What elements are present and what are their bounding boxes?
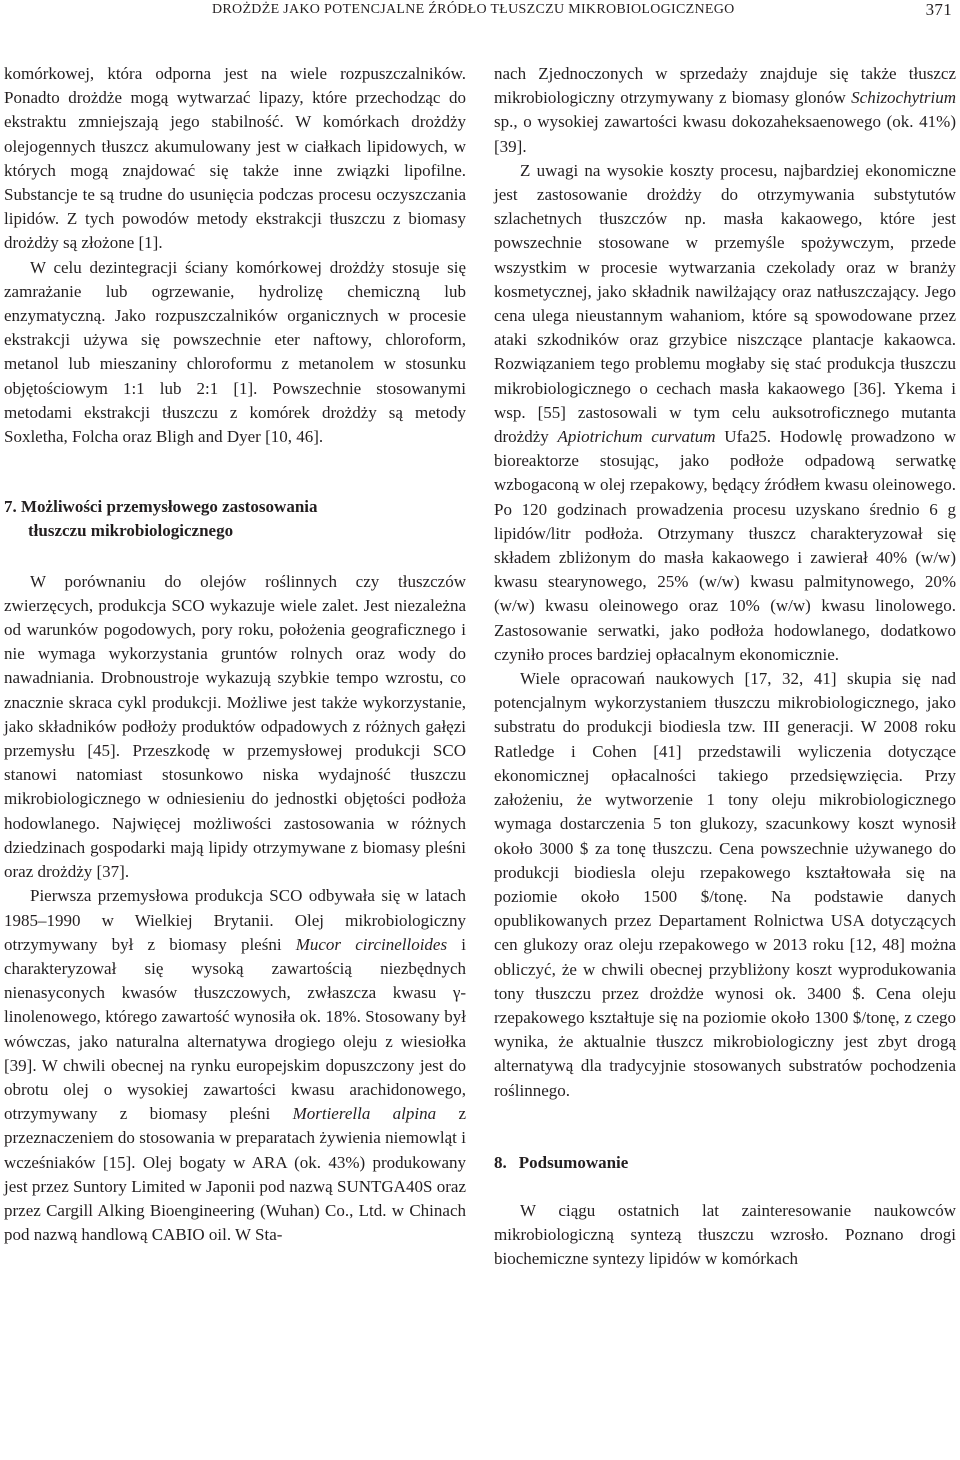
running-title: DROŻDŻE JAKO POTENCJALNE ŹRÓDŁO TŁUSZCZU MIKROBIOLOGICZNEGO — [212, 2, 735, 17]
section-7-heading — [4, 495, 466, 543]
text-run: sp., o wysokiej zawartości kwasu dokozaheksaenowego (ok. 41%) [39]. — [494, 112, 956, 156]
paragraph: W porównaniu do olejów roślinnych czy tłuszczów zwierzęcych, produkcja SCO wykazuje wiele zalet. Jest niezależna od warunków pogodowych, pory roku, położenia geograficznego i nie wymaga wykorzystania gruntów rolnych oraz wody do nawadniania. Drobnoustroje wykazują szybkie tempo wzrostu, co znacznie skraca cykl produkcji. Możliwe jest także wykorzystanie, jako składników podłoży produktów odpadowych z różnych gałęzi przemysłu [45]. Przeszkodę w przemysłowej produkcji SCO stanowi natomiast stosunkowo niska wydajność tłuszczu mikrobiologicznego w odniesieniu do jednostki objętości podłoża hodowlanego. Najwięcej możliwości zastosowania w różnych dziedzinach gospodarki mają lipidy otrzymywane z biomasy pleśni oraz drożdży [37]. — [4, 571, 466, 882]
page-number: 371 — [925, 0, 952, 19]
paragraph — [494, 62, 956, 159]
section-title-line2: tłuszczu mikrobiologicznego — [28, 521, 234, 541]
text-run: nach Zjednoczonych w sprzedaży znajduje się także tłuszcz mikrobiologiczny otrzymywany z biomasy glonów — [494, 64, 956, 108]
paragraph: komórkowej, która odporna jest na wiele rozpuszczalników. Ponadto drożdże mogą wytwarzać lipazy, które przechodząc do ekstraktu zmniejszają jego stabilność. W komórkach drożdży olejogennych tłuszcz akumulowany jest w ciałkach lipidowych, w których mogą znajdować się także inne związki lipofilne. Substancje te są trudne do usunięcia podczas procesu oczyszczania lipidów. Z tych powodów metody ekstrakcji tłuszczu z biomasy drożdży są złożone [1]. — [4, 64, 466, 253]
right-column — [494, 62, 956, 1272]
section-title: Podsumowanie — [518, 1152, 629, 1172]
text-run: z przeznaczeniem do stosowania w preparatach żywienia niemowląt i wcześniaków [15]. Olej bogaty w ARA (ok. 43%) produkowany jest przez Suntory Limited w Japonii pod nazwą SUNTGA40S oraz przez Cargill Alking Bioengineering (Wuhan) Co., Ltd. w Chinach pod nazwą handlową CABIO oil. W Sta- — [4, 1104, 466, 1245]
text-run: Ufa25. Hodowlę prowadzono w bioreaktorze stosując, jako podłoże odpadową serwatkę wzbogaconą w olej rzepakowy, będący źródłem kwasu oleinowego. Po 120 godzinach prowadzenia procesu uzyskano średnio 6 g lipidów/litr podłoża. Otrzymany tłuszcz charakteryzował się składem zbliżonym do masła kakaowego i zawierał 40% (w/w) kwasu stearynowego, 25% (w/w) kwasu palmitynowego, 20% (w/w) kwasu oleinowego oraz 10% (w/w) kwasu linolowego. Zastosowanie serwatki, jako podłoża hodowlanego, dodatkowo czyniło proces bardziej opłacalnym ekonomicznie. — [494, 427, 956, 664]
paragraph: W celu dezintegracji ściany komórkowej drożdży stosuje się zamrażanie lub ogrzewanie, hydrolizę chemiczną lub enzymatyczną. Jako rozpuszczalników organicznych w procesie ekstrakcji używa się powszechnie eter naftowy, chloroform, metanol lub mieszaniny chloroformu z metanolem w stosunku objętościowym 1:1 lub 2:1 [1]. Powszechnie stosowanymi metodami ekstrakcji tłuszczu z komórek drożdży są metody Soxletha, Folcha oraz Bligh and Dyer [10, 46]. — [4, 257, 466, 447]
text-run: Z uwagi na wysokie koszty procesu, najbardziej ekonomiczne jest zastosowanie drożdży do otrzymywania substytutów szlachetnych tłuszczów np. masła kakaowego, które jest powszechnie stosowane w przemyśle spożywczym, przede wszystkim w procesie wytwarzania czekolady oraz w branży kosmetycznej, jako składnik nawilżający oraz natłuszczający. Jego cena ulega nieustannym wahaniom, które są spowodowane przez ataki szkodników oraz grzybice niszczące plantacje kakaowca. Rozwiązaniem tego problemu mogłaby się stać produkcja tłuszczu mikrobiologicznego o cechach masła kakaowego [36]. Ykema i wsp. [55] zastosowali w tym celu auksotroficznego mutanta drożdży — [494, 160, 956, 447]
paragraph — [494, 159, 956, 667]
species-name: Apiotrichum curvatum — [557, 427, 716, 447]
species-name: Schizochytrium — [851, 88, 956, 108]
paragraph: Wiele opracowań naukowych [17, 32, 41] skupia się nad potencjalnym wykorzystaniem tłuszczu mikrobiologicznego, jako substratu do produkcji biodiesla tzw. III generacji. W 2008 roku Ratledge i Cohen [41] przedstawili wyliczenia dotyczące ekonomicznej opłacalności takiego przedsięwzięcia. Przy założeniu, że wytworzenie 1 tony oleju mikrobiologicznego wymaga dostarczenia 5 ton glukozy, szacunkowy koszt wynosił około 3000 $ za tonę tłuszczu. Cena powszechnie używanego do produkcji biodiesla oleju rzepakowego kształtowała się na poziomie około 1500 $/tonę. Na podstawie danych opublikowanych przez Departament Rolnictwa USA dotyczących cen glukozy oraz oleju rzepakowego w 2013 roku [12, 48] można obliczyć, że w chwili obecnej przybliżony koszt wyprodukowania tony tłuszczu przez drożdże wynosi ok. 3400 $. Cena oleju rzepakowego kształtuje się na poziomie około 1300 $/tonę, z czego wynika, że aktualnie tłuszcz mikrobiologiczny jest zbyt drogą alternatywą dla tradycyjnie stosowanych substratów pochodzenia roślinnego. — [494, 669, 956, 1100]
section-8-heading — [494, 1151, 956, 1175]
species-name: Mortierella alpina — [292, 1104, 437, 1124]
section-number: 7. — [4, 497, 17, 517]
running-header — [200, 0, 952, 22]
section-title: Możliwości przemysłowego zastosowania — [21, 497, 318, 517]
left-column — [4, 62, 466, 1247]
species-name: Mucor circinelloides — [295, 934, 448, 954]
section-number: 8. — [494, 1152, 507, 1172]
text-run: i charakteryzował się wysoką zawartością niezbędnych nienasyconych kwasów tłuszczowych, zwłaszcza kwasu γ-linolenowego, którego zawartość wynosiła ok. 18%. Stosowany był wówczas, jako naturalna alternatywa drogiego oleju z wiesiołka [39]. W chwili obecnej na rynku europejskim dopuszczony jest do obrotu olej o wysokiej zawartości kwasu arachidonowego, otrzymywany z biomasy pleśni — [4, 934, 466, 1124]
text-run: Pierwsza przemysłowa produkcja SCO odbywała się w latach 1985–1990 w Wielkiej Brytanii. Olej mikrobiologiczny otrzymywany był z biomasy pleśni — [4, 886, 466, 954]
paragraph: W ciągu ostatnich lat zainteresowanie naukowców mikrobiologiczną syntezą tłuszczu wzrosło. Poznano drogi biochemiczne syntezy lipidów w komórkach — [494, 1200, 956, 1269]
paragraph — [4, 884, 466, 1247]
